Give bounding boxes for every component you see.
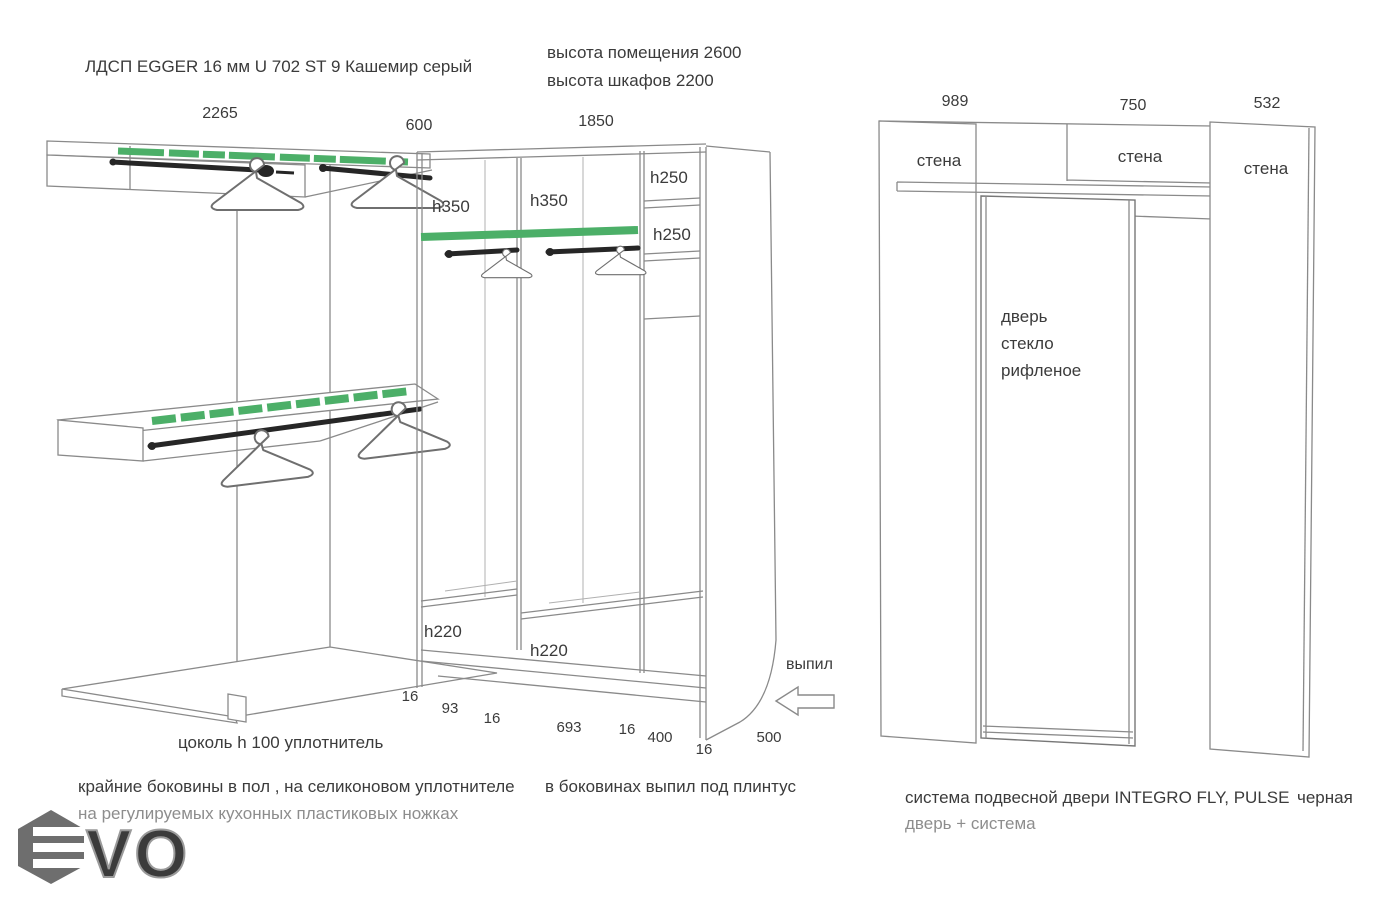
sides-note: крайние боковины в пол , на селиконовом уплотнителе <box>78 777 515 796</box>
dim-bottom: 693 <box>556 719 582 736</box>
wall-label: стена <box>1117 147 1163 166</box>
cell-label-h350: h350 <box>432 197 470 216</box>
door-label-line: дверь <box>1001 307 1048 326</box>
cutout-note: в боковинах выпил под плинтус <box>545 777 796 796</box>
h220-shelf <box>421 589 517 607</box>
left-arrow-icon <box>776 687 834 715</box>
evo-watermark <box>18 810 190 892</box>
rod-cap <box>319 164 327 172</box>
cell-label-h220: h220 <box>424 622 462 641</box>
top-shelf <box>47 141 443 210</box>
hanging-rod <box>322 168 430 178</box>
cell-label-h220: h220 <box>530 641 568 660</box>
door-plus-system-note: дверь + система <box>905 814 1036 833</box>
room-height-note: высота помещения 2600 <box>547 43 742 62</box>
dim-bottom: 16 <box>483 710 501 727</box>
cell-label-h250: h250 <box>650 168 688 187</box>
dim-right-section: 1850 <box>578 113 614 130</box>
wall-panel-left <box>879 121 976 743</box>
cabinet-height-note: высота шкафов 2200 <box>547 71 714 90</box>
material-note: ЛДСП EGGER 16 мм U 702 ST 9 Кашемир серый <box>85 57 473 76</box>
dim-wall-right: 532 <box>1253 95 1281 112</box>
rod-cap <box>546 248 554 256</box>
wardrobe-drawing <box>47 105 834 823</box>
cell-label-h250: h250 <box>653 225 691 244</box>
legs-note: на регулируемых кухонных пластиковых ножках <box>78 804 459 823</box>
evo-stripe <box>33 843 85 852</box>
cutout-label: выпил <box>786 656 833 673</box>
shelf-back-edge <box>549 592 640 603</box>
rail-sub-line <box>1131 216 1212 219</box>
door-label-line: рифленое <box>1001 361 1082 380</box>
cabinet-back-edges <box>485 157 583 603</box>
system-color-note: черная <box>1297 788 1353 807</box>
rod-cap <box>110 159 117 166</box>
system-note: система подвесной двери INTEGRO FLY, PULSE <box>905 788 1290 807</box>
plinth-note: цоколь h 100 уплотнитель <box>178 733 384 752</box>
door-system-drawing <box>879 93 1353 833</box>
wall-panel-right <box>1210 122 1315 757</box>
cabinet-right-panel-edge <box>700 147 706 740</box>
dim-bottom: 16 <box>401 688 419 705</box>
dim-bottom: 500 <box>756 729 782 746</box>
rod-stub <box>276 172 294 173</box>
floor-board <box>62 647 497 723</box>
dim-bottom: 16 <box>695 741 713 758</box>
evo-letters: VO <box>86 816 191 892</box>
h250-shelves <box>644 198 700 319</box>
cell-label-h350: h350 <box>530 191 568 210</box>
door-label-line: стекло <box>1001 334 1054 353</box>
evo-stripe <box>33 859 85 868</box>
rod-cap <box>148 442 156 450</box>
dim-bottom: 16 <box>618 721 636 738</box>
cabinet-top-panel <box>417 144 706 160</box>
wall-label: стена <box>1243 159 1289 178</box>
cabinet <box>417 144 776 740</box>
sliding-door <box>981 196 1135 746</box>
green-shelf-strip <box>421 230 638 237</box>
dim-shelf-width: 2265 <box>202 105 238 122</box>
dim-left-section: 600 <box>405 117 433 134</box>
cabinet-panel <box>640 151 644 673</box>
dim-bottom: 93 <box>441 700 459 717</box>
wall-label: стена <box>916 151 962 170</box>
evo-stripe <box>33 827 85 836</box>
shelf-back-edge <box>445 581 517 591</box>
dim-bottom: 400 <box>647 729 673 746</box>
rod-cap <box>445 250 453 258</box>
dim-doorway: 750 <box>1119 97 1147 114</box>
middle-shelf <box>58 384 450 487</box>
dim-wall-left: 989 <box>941 93 969 110</box>
side-panel-cutout <box>706 146 776 740</box>
